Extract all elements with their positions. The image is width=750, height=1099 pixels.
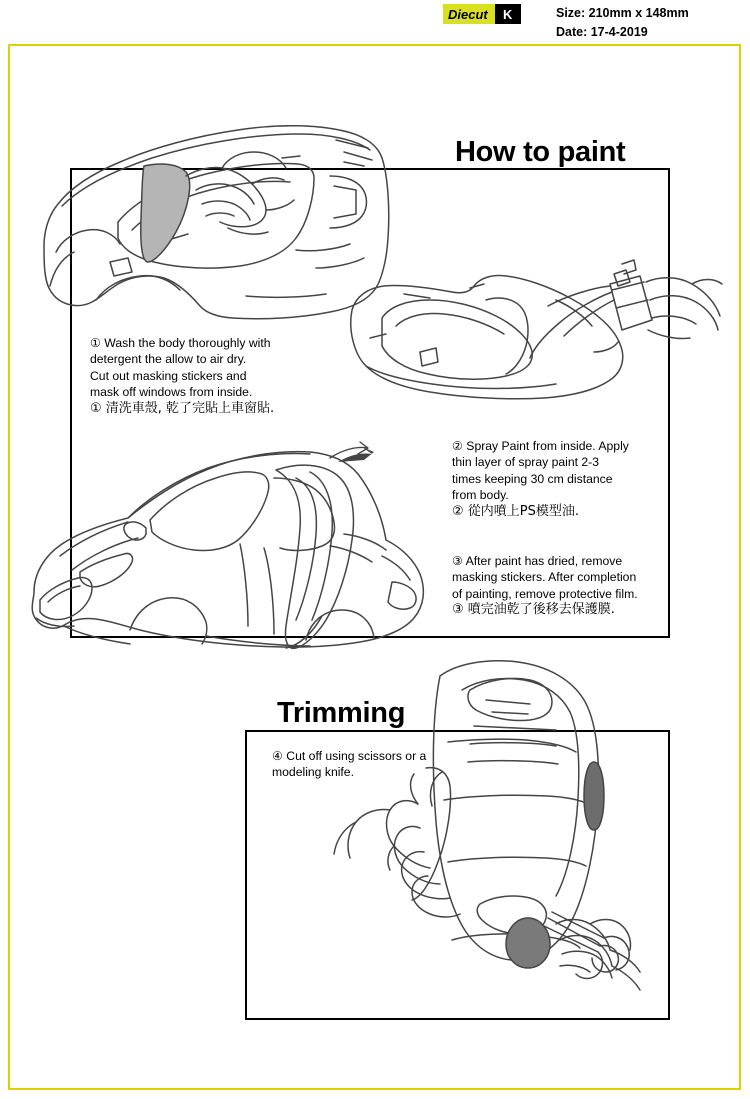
step-1-line-3: Cut out masking stickers and bbox=[90, 368, 247, 383]
step-3-line-3: of painting, remove protective film. bbox=[452, 586, 638, 601]
diecut-row bbox=[443, 4, 548, 24]
step-2-text bbox=[452, 438, 682, 520]
step-4-line-2: modeling knife. bbox=[272, 765, 354, 780]
step-2-line-2: thin layer of spray paint 2-3 bbox=[452, 455, 600, 470]
step-3-line-1: ③ After paint has dried, remove bbox=[452, 554, 623, 568]
step-1-line-4: mask off windows from inside. bbox=[90, 385, 253, 400]
size-text: Size: 210mm x 148mm bbox=[556, 6, 689, 20]
date-text: Date: 17-4-2019 bbox=[556, 25, 648, 39]
page-title-trimming: Trimming bbox=[277, 697, 406, 729]
step-2-chinese: ② 從内噴上PS模型油. bbox=[452, 503, 580, 519]
step-1-chinese: ① 清洗車殼, 乾了完貼上車窗貼. bbox=[90, 400, 275, 416]
step-3-chinese: ③ 噴完油乾了後移去保護膜. bbox=[452, 602, 615, 618]
header-diecut-group bbox=[443, 4, 548, 42]
step-1-line-1: ① Wash the body thoroughly with bbox=[90, 336, 271, 350]
step-4-text bbox=[272, 748, 472, 781]
diecut-code-badge: K bbox=[495, 4, 521, 24]
step-3-line-2: masking stickers. After completion bbox=[452, 570, 637, 585]
header-meta bbox=[548, 4, 689, 42]
step-1-text bbox=[90, 335, 350, 417]
header bbox=[443, 4, 692, 42]
step-4-line-1: ④ Cut off using scissors or a bbox=[272, 749, 427, 763]
page-title-how-to-paint: How to paint bbox=[455, 136, 626, 168]
diecut-label: Diecut bbox=[443, 4, 495, 24]
step-2-line-3: times keeping 30 cm distance bbox=[452, 471, 613, 486]
step-1-line-2: detergent the allow to air dry. bbox=[90, 352, 247, 367]
step-2-line-1: ② Spray Paint from inside. Apply bbox=[452, 439, 629, 453]
step-2-line-4: from body. bbox=[452, 488, 509, 503]
step-3-text bbox=[452, 553, 682, 619]
